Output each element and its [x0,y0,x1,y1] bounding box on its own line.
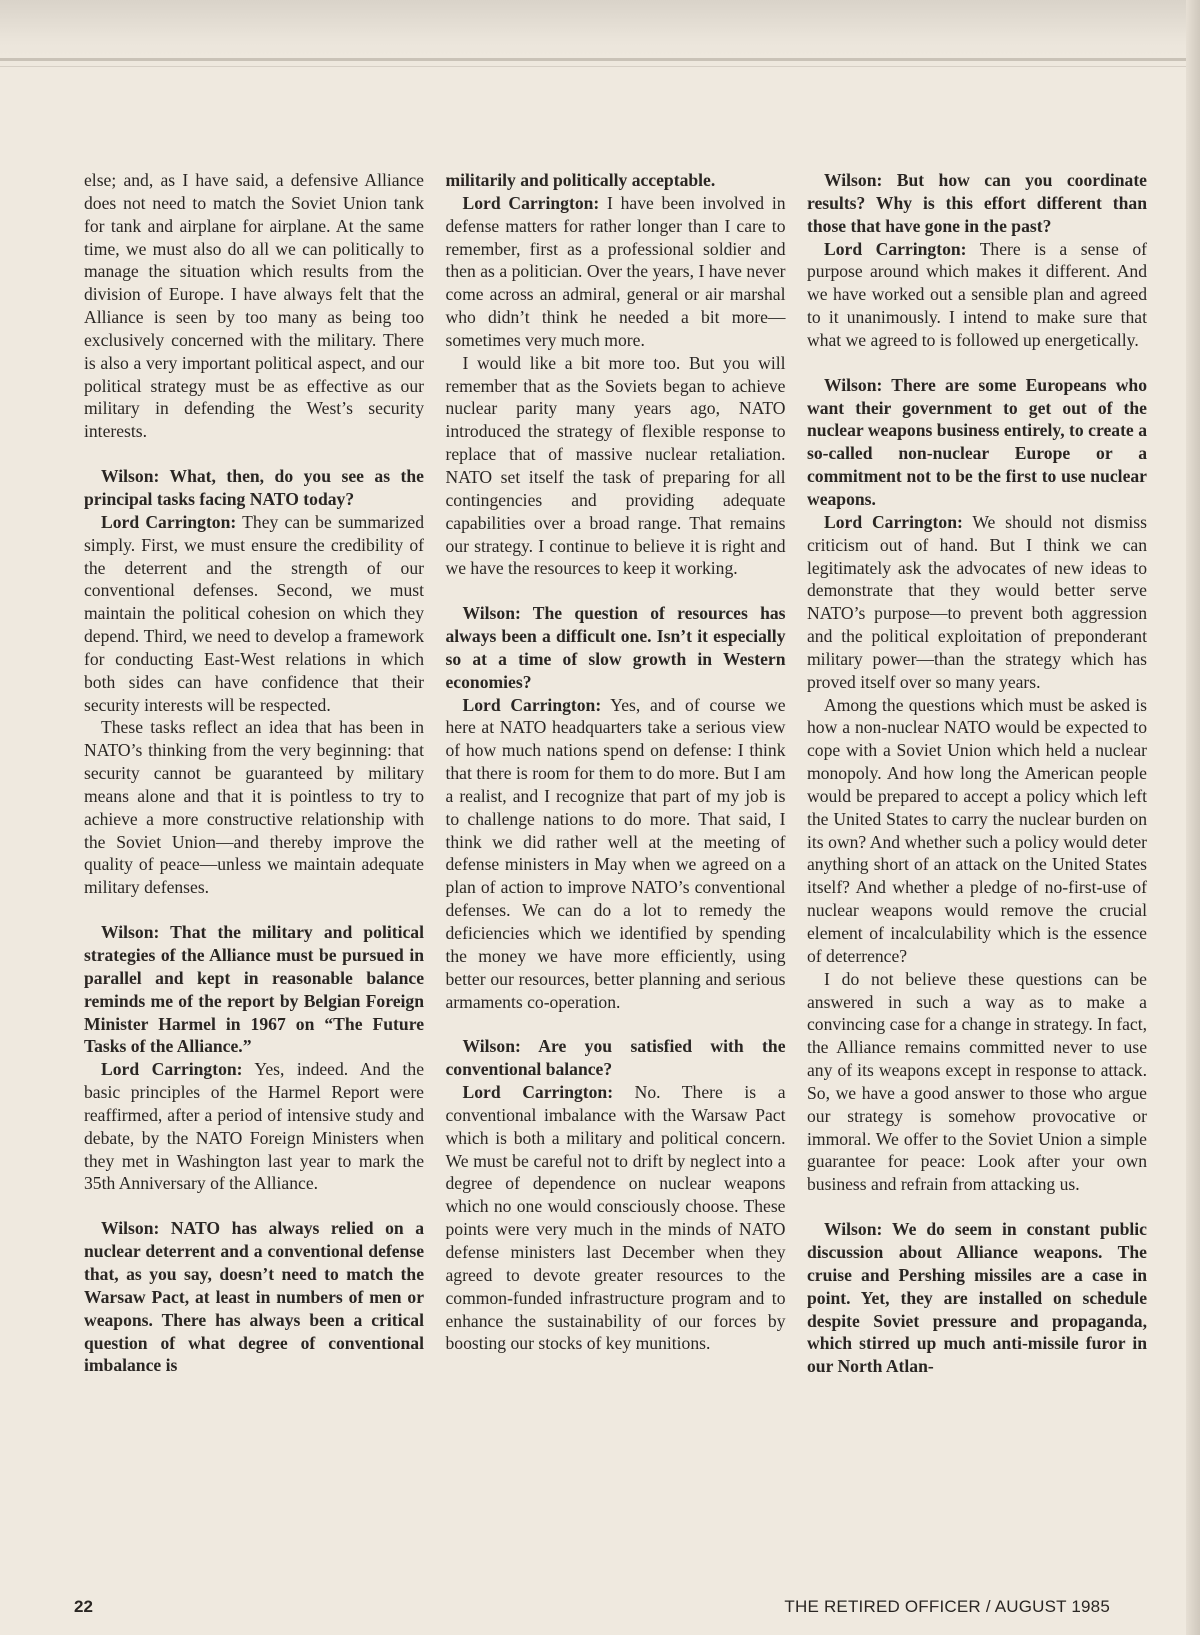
top-rule [0,58,1200,61]
page-number: 22 [74,1597,93,1616]
column-2 [446,169,786,1378]
speaker-name: Lord Carrington: [101,1059,243,1080]
answer-text: They can be summarized simply. First, we must ensure the credibility of the deterrent and the strength of our conventional defenses. Second, we must maintain the political cohesion on which they depend. Third, we need to develop a framework for conducting East-West relations in which both sides can have confidence that their security interests will be respected. [84,511,424,715]
answer-text: Yes, and of course we here at NATO headquarters take a serious view of how much nations spend on defense: I think that there is room for them to do more. But I am a realist, and I recognize that part of my job is to challenge nations to do more. That said, I think we did rather well at the meeting of defense ministers in May when we agreed on a plan of action to improve NATO’s conventional defenses. We can do a lot to remedy the deficiencies which we identified by spending the money we have more efficiently, using better our resources, better planning and serious armaments co-operation. [445,694,786,1012]
body-paragraph: else; and, as I have said, a defensive Alliance does not need to match the Soviet Union tank for tank and airplane for airplane. At the same time, we must also do all we can politically to manage the situation which results from the division of Europe. I have always felt that the Alliance is seen by too many as being too exclusively concerned with the military. There is also a very important political aspect, and our political strategy must be as effective as our military in defending the West’s security interests. [84,170,424,442]
column-1 [84,169,424,1378]
answer-text: We should not dismiss criticism out of hand. But I think we can legitimately ask the advocates of new ideas to demonstrate that they would better serve NATO’s purpose—to prevent both aggression and the political exploitation of preponderant military power—than the strategy which has proved itself over so many years. [807,511,1148,692]
body-paragraph: Among the questions which must be asked is how a non-nuclear NATO would be expected to cope with a Soviet Union which held a nuclear monopoly. And how long the American people would be prepared to accept a policy which left the United States to carry the nuclear burden on its own? And whether such a policy would deter anything short of an attack on the United States itself? And whether a pledge of no-first-use of nuclear weapons would remove the crucial element of incalculability which is the essence of deterrence? [807,694,1147,966]
interview-question: Wilson: We do seem in constant public discussion about Alliance weapons. The cruise and Pershing missiles are a case in point. Yet, they are installed on schedule despite Soviet pressure and propaganda, which stirred up much anti-missile furor in our North Atlan- [807,1219,1147,1377]
interview-answer [446,694,786,1014]
body-paragraph: I do not believe these questions can be answered in such a way as to make a convincing case for a change in strategy. In fact, the Alliance remains committed never to use any of its weapons except in response to attack. So, we have a good answer to those who argue our strategy is somehow provocative or immoral. We offer to the Soviet Union a simple guarantee for peace: Look after your own business and refrain from attacking us. [807,968,1147,1195]
interview-question: militarily and politically acceptable. [445,170,716,190]
speaker-name: Lord Carrington: [462,1082,614,1103]
speaker-name: Lord Carrington: [824,511,963,532]
answer-text: I have been involved in defense matters for rather longer than I care to remember, first as a professional soldier and then as a politician. Over the years, I have never come across an admiral, general or air marshal who didn’t think he needed a bit more—sometimes very much more. [445,192,786,350]
interview-question: Wilson: That the military and political strategies of the Alliance must be pursued in parallel and kept in reasonable balance reminds me of the report by Belgian Foreign Minister Harmel in 1967 on “The Future Tasks of the Alliance.” [84,922,424,1057]
interview-question: Wilson: NATO has always relied on a nuclear deterrent and a conventional defense that, as you say, doesn’t need to match the Warsaw Pact, at least in numbers of men or weapons. There has always been a critical question of what degree of conventional imbalance is [84,1218,424,1376]
interview-answer [807,511,1147,694]
answer-text: No. There is a conventional imbalance with the Warsaw Pact which is both a military and political concern. We must be careful not to drift by neglect into a degree of dependence on nuclear weapons which no one would consciously choose. These points were very much in the minds of NATO defense ministers last December when they agreed to devote greater resources to the common-funded infrastructure program and to enhance the sustainability of our forces by boosting our stocks of key munitions. [445,1082,786,1354]
publication-line: THE RETIRED OFFICER / AUGUST 1985 [784,1597,1110,1616]
interview-question: Wilson: Are you satisfied with the conventional balance? [445,1036,786,1080]
interview-question: Wilson: But how can you coordinate results? Why is this effort different than those that have gone in the past? [807,170,1147,236]
interview-answer [84,1058,424,1195]
body-paragraph: These tasks reflect an idea that has been in NATO’s thinking from the very beginning: that security cannot be guaranteed by military means alone and that it is pointless to try to achieve a more constructive relationship with the Soviet Union—and thereby improve the quality of peace—unless we maintain adequate military defenses. [84,717,424,898]
answer-text: Yes, indeed. And the basic principles of the Harmel Report were reaffirmed, after a period of intensive study and debate, by the NATO Foreign Ministers when they met in Washington last year to mark the 35th Anniversary of the Alliance. [84,1059,424,1194]
interview-answer [446,1081,786,1355]
body-paragraph: I would like a bit more too. But you will remember that as the Soviets began to achieve nuclear parity many years ago, NATO introduced the strategy of flexible response to replace that of massive nuclear retaliation. NATO set itself the task of preparing for all contingencies and providing adequate capabilities over a broad range. That remains our strategy. I continue to believe it is right and we have the resources to keep it working. [445,352,786,579]
speaker-name: Lord Carrington: [462,192,600,213]
speaker-name: Lord Carrington: [462,694,602,715]
interview-question: Wilson: What, then, do you see as the principal tasks facing NATO today? [84,466,424,509]
interview-answer [84,511,424,717]
column-3 [807,169,1147,1378]
page-edge-shadow [1186,0,1200,1635]
interview-question: Wilson: The question of resources has always been a difficult one. Isn’t it especially so at a time of slow growth in Western economies? [445,603,786,692]
speaker-name: Lord Carrington: [101,511,237,532]
article-columns [84,169,1147,1378]
top-rule-thin [0,66,1200,67]
interview-answer [446,192,786,352]
answer-text: There is a sense of purpose around which makes it different. And we have worked out a sensible plan and agreed to it unanimously. I intend to make sure that what we agreed to is followed up energetically. [807,238,1147,350]
interview-question: Wilson: There are some Europeans who want their government to get out of the nuclear weapons business entirely, to create a so-called non-nuclear Europe or a commitment not to be the first to use nuclear weapons. [807,374,1147,509]
speaker-name: Lord Carrington: [824,238,967,259]
interview-answer [807,238,1147,352]
